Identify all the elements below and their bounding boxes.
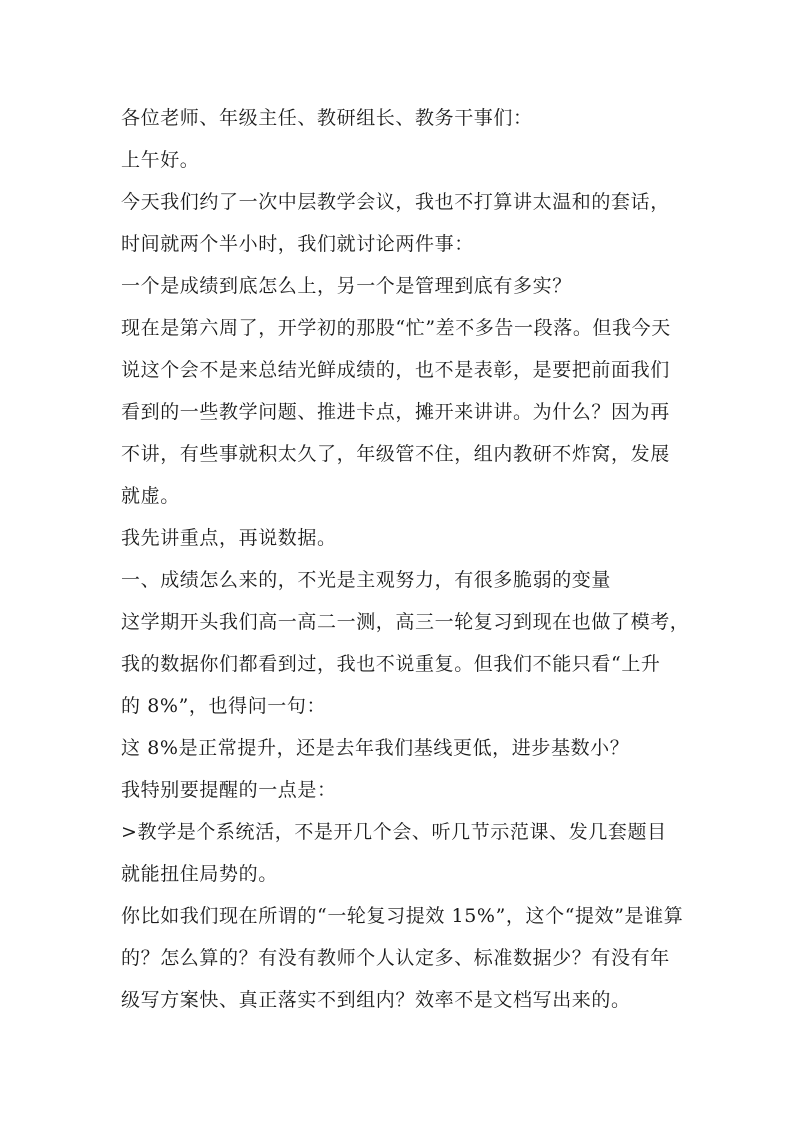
text-line: 我特别要提醒的一点是： xyxy=(121,779,337,801)
text-line: 现在是第六周了，开学初的那股“忙”差不多告一段落。但我今天 xyxy=(121,317,671,339)
text-line: 各位老师、年级主任、教研组长、教务干事们： xyxy=(121,107,533,129)
text-line: 这学期开头我们高一高二一测，高三一轮复习到现在也做了模考， xyxy=(121,611,690,633)
text-line: >教学是个系统活，不是开几个会、听几节示范课、发几套题目 xyxy=(121,821,667,843)
text-line: 不讲，有些事就积太久了，年级管不住，组内教研不炸窝，发展 xyxy=(121,443,670,465)
text-line: 一、成绩怎么来的，不光是主观努力，有很多脆弱的变量 xyxy=(121,569,612,591)
text-line: 看到的一些教学问题、推进卡点，摊开来讲讲。为什么？因为再 xyxy=(121,401,670,423)
text-line: 我的数据你们都看到过，我也不说重复。但我们不能只看“上升 xyxy=(121,653,661,675)
text-line: 时间就两个半小时，我们就讨论两件事： xyxy=(121,233,474,255)
text-line: 我先讲重点，再说数据。 xyxy=(121,527,337,549)
text-line: 的？怎么算的？有没有教师个人认定多、标准数据少？有没有年 xyxy=(121,947,670,969)
text-line: 的 8%”，也得问一句： xyxy=(121,695,327,717)
text-line: 你比如我们现在所谓的“一轮复习提效 15%”，这个“提效”是谁算 xyxy=(121,905,684,927)
text-line: 这 8%是正常提升，还是去年我们基线更低，进步基数小？ xyxy=(121,737,630,759)
text-line: 就虚。 xyxy=(121,485,180,507)
text-line: 就能扭住局势的。 xyxy=(121,863,278,885)
text-line: 一个是成绩到底怎么上，另一个是管理到底有多实？ xyxy=(121,275,572,297)
text-line: 上午好。 xyxy=(121,149,200,171)
document-page xyxy=(121,104,701,1028)
text-line: 今天我们约了一次中层教学会议，我也不打算讲太温和的套话， xyxy=(121,191,670,213)
text-line: 级写方案快、真正落实不到组内？效率不是文档写出来的。 xyxy=(121,989,631,1011)
text-line: 说这个会不是来总结光鲜成绩的，也不是表彰，是要把前面我们 xyxy=(121,359,670,381)
